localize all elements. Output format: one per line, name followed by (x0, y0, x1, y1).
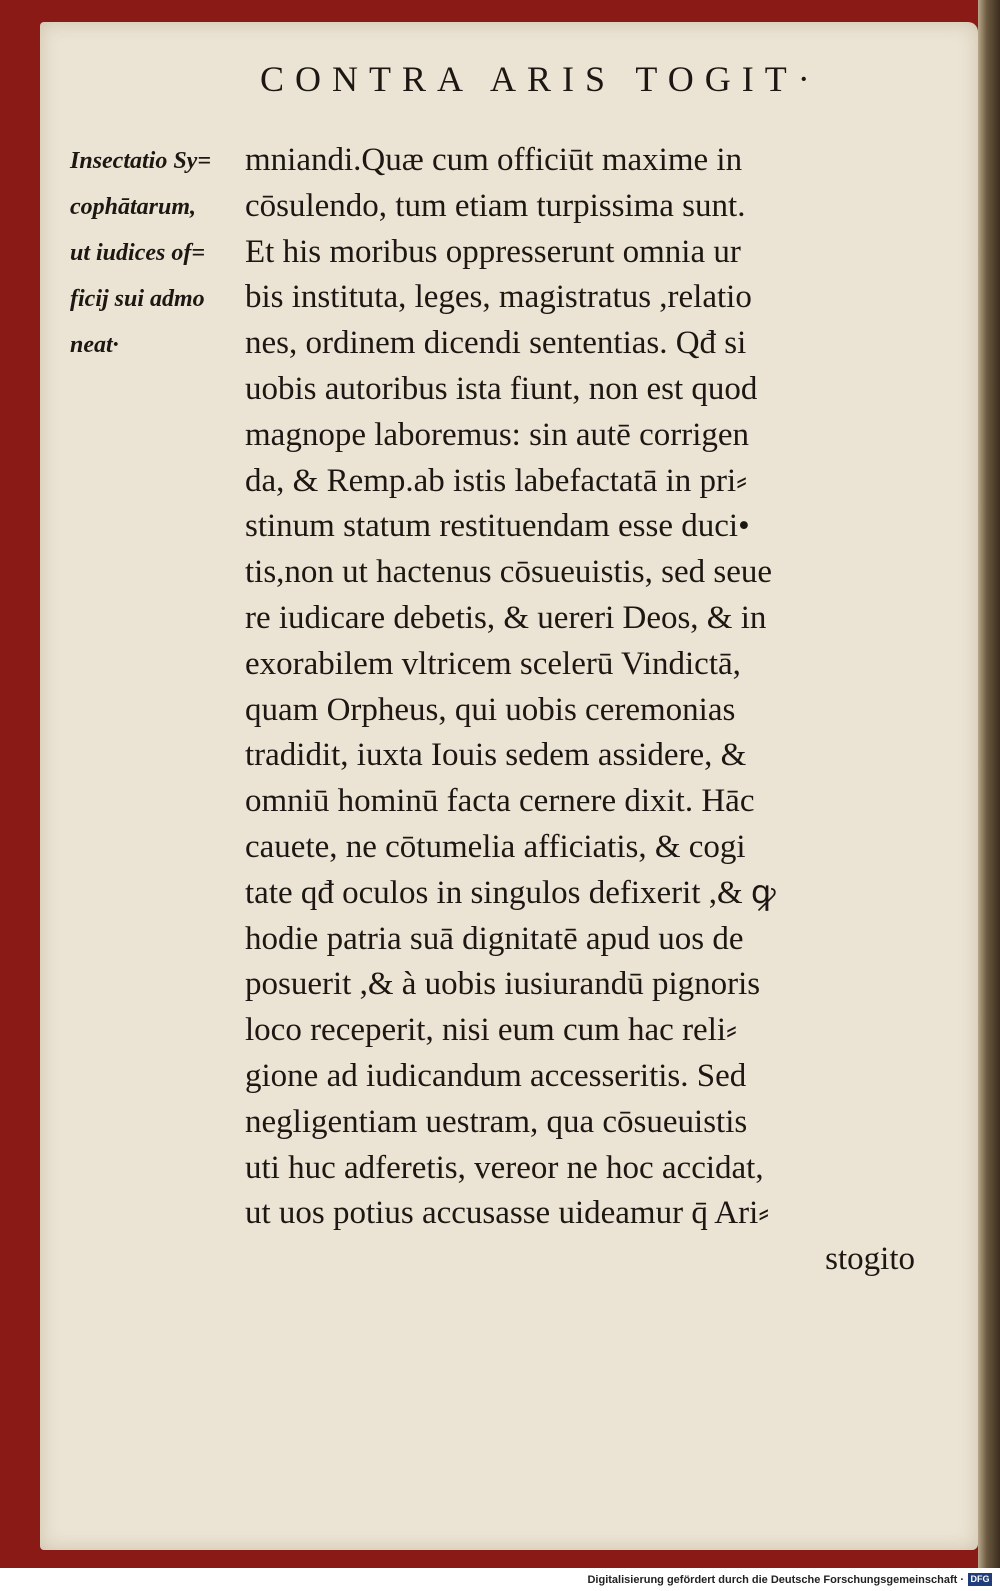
margin-note-line: ficij sui admo (70, 286, 205, 312)
text-line: cōsulendo, tum etiam turpissima sunt. (245, 187, 746, 224)
text-line: posuerit ,& à uobis iusiurandū pignoris (245, 966, 761, 1003)
body-text (245, 138, 925, 1283)
text-line: gione ad iudicandum accesseritis. Sed (245, 1057, 747, 1094)
text-line: exorabilem vltricem scelerū Vindictā, (245, 645, 741, 682)
text-line: hodie patria suā dignitatē apud uos de (245, 920, 744, 957)
text-line: Et his moribus oppresserunt omnia ur (245, 233, 741, 270)
margin-note-line: Insectatio Sy= (70, 148, 212, 174)
text-line: nes, ordinem dicendi sententias. Qđ si (245, 325, 747, 362)
text-line: omniū hominū facta cernere dixit. Hāc (245, 783, 755, 820)
text-line: magnope laboremus: sin autē corrigen (245, 416, 750, 453)
catchword: stogito (825, 1241, 915, 1278)
text-line: ut uos potius accusasse uideamur q̄ Ari⸗ (245, 1195, 770, 1232)
dfg-logo-icon: DFG (968, 1573, 992, 1586)
text-line: da, & Remp.ab istis labefactatā in pri⸗ (245, 462, 748, 499)
text-line: stinum statum restituendam esse duci• (245, 508, 750, 545)
text-line: uobis autoribus ista fiunt, non est quod (245, 370, 758, 407)
margin-note-line: neat· (70, 332, 119, 358)
text-line: tradidit, iuxta Iouis sedem assidere, & (245, 737, 747, 774)
text-line: cauete, ne cōtumelia afficiatis, & cogi (245, 828, 746, 865)
running-head: CONTRA ARIS TOGIT· (260, 59, 821, 99)
text-line: quam Orpheus, qui uobis ceremonias (245, 691, 736, 728)
book-edge (978, 0, 1000, 1568)
text-line: tate qđ oculos in singulos defixerit ,& ꝙ (245, 874, 776, 911)
funding-credit: Digitalisierung gefördert durch die Deutsche Forschungsgemeinschaft · (587, 1574, 964, 1586)
text-line: loco receperit, nisi eum cum hac reli⸗ (245, 1012, 738, 1049)
text-line: tis,non ut hactenus cōsueuistis, sed seue (245, 554, 773, 591)
text-line: negligentiam uestram, qua cōsueuistis (245, 1103, 748, 1140)
text-line: uti huc adferetis, vereor ne hoc accidat, (245, 1149, 764, 1186)
margin-note-line: cophātarum, (70, 194, 197, 220)
footer-bar (0, 1568, 1000, 1591)
text-line: mniandi.Quæ cum officiūt maxime in (245, 142, 743, 178)
text-line: bis instituta, leges, magistratus ,relatio (245, 279, 752, 316)
margin-note (70, 138, 245, 368)
margin-note-line: ut iudices of= (70, 240, 206, 266)
text-line: re iudicare debetis, & uereri Deos, & in (245, 599, 767, 636)
